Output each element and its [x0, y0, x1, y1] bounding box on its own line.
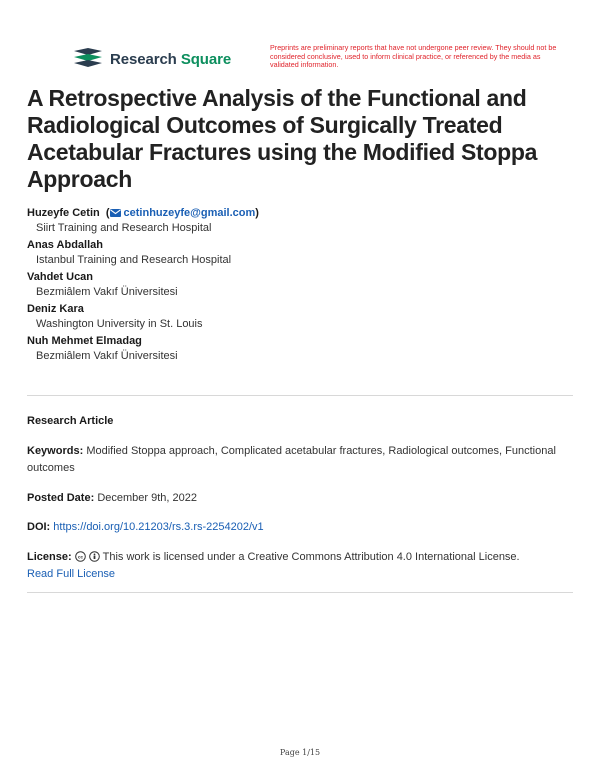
author-affiliation: Siirt Training and Research Hospital	[36, 222, 212, 234]
svg-text:cc: cc	[77, 554, 83, 560]
posted-date-label: Posted Date:	[27, 492, 95, 504]
author-affiliation: Bezmiâlem Vakıf Üniversitesi	[36, 286, 178, 298]
author-email-link[interactable]	[110, 207, 256, 219]
preprint-notice: Preprints are preliminary reports that have not undergone peer review. They should not be considered conclusive, used to inform clinical practice, or referenced by the media as validated information.	[270, 43, 557, 70]
research-square-logo[interactable]	[74, 48, 231, 70]
author-name: Huzeyfe Cetin ( cetinhuzeyfe@gmail.com)	[27, 207, 259, 219]
article-type-text: Research Article	[27, 415, 114, 427]
author-name-text: Huzeyfe Cetin	[27, 207, 100, 219]
page-number: Page 1/15	[279, 748, 321, 757]
posted-date	[27, 490, 573, 507]
author-email-text: cetinhuzeyfe@gmail.com	[123, 207, 256, 219]
posted-date-value: December 9th, 2022	[97, 492, 197, 504]
author-name: Anas Abdallah	[27, 239, 103, 251]
article-type	[27, 413, 573, 430]
license-text: This work is licensed under a Creative Commons Attribution 4.0 International License.	[102, 551, 520, 563]
creative-commons-icon	[75, 551, 86, 562]
doi-link[interactable]: https://doi.org/10.21203/rs.3.rs-2254202/v1	[53, 521, 264, 533]
section-divider	[27, 395, 573, 396]
logo-text-main: Research	[110, 50, 177, 68]
mail-icon	[110, 209, 121, 217]
keywords-label: Keywords:	[27, 445, 84, 457]
research-square-logo-icon	[74, 48, 102, 70]
author-item	[27, 238, 567, 269]
author-item	[27, 206, 567, 237]
doi-label: DOI:	[27, 521, 51, 533]
author-name: Deniz Kara	[27, 303, 84, 315]
author-affiliation: Bezmiâlem Vakıf Üniversitesi	[36, 350, 178, 362]
license-label: License:	[27, 551, 72, 563]
author-item	[27, 270, 567, 301]
read-full-license-link[interactable]: Read Full License	[27, 568, 116, 580]
author-name: Nuh Mehmet Elmadag	[27, 335, 142, 347]
author-item	[27, 334, 567, 365]
paper-title: A Retrospective Analysis of the Functional and Radiological Outcomes of Surgically Treated Acetabular Fractures using the Modified Stoppa Approach	[27, 85, 538, 192]
keywords-value: Modified Stoppa approach, Complicated acetabular fractures, Radiological outcomes, Functional outcomes	[27, 445, 556, 474]
section-divider	[27, 592, 573, 593]
doi	[27, 519, 573, 536]
logo-text	[110, 51, 231, 68]
attribution-icon	[89, 551, 100, 562]
author-affiliation: Istanbul Training and Research Hospital	[36, 254, 232, 266]
logo-text-accent: Square	[180, 50, 232, 68]
author-affiliation: Washington University in St. Louis	[36, 318, 203, 330]
author-name: Vahdet Ucan	[27, 271, 94, 283]
header	[74, 43, 557, 80]
author-item	[27, 302, 567, 333]
license	[27, 549, 573, 583]
author-list	[27, 206, 567, 366]
keywords	[27, 443, 573, 477]
